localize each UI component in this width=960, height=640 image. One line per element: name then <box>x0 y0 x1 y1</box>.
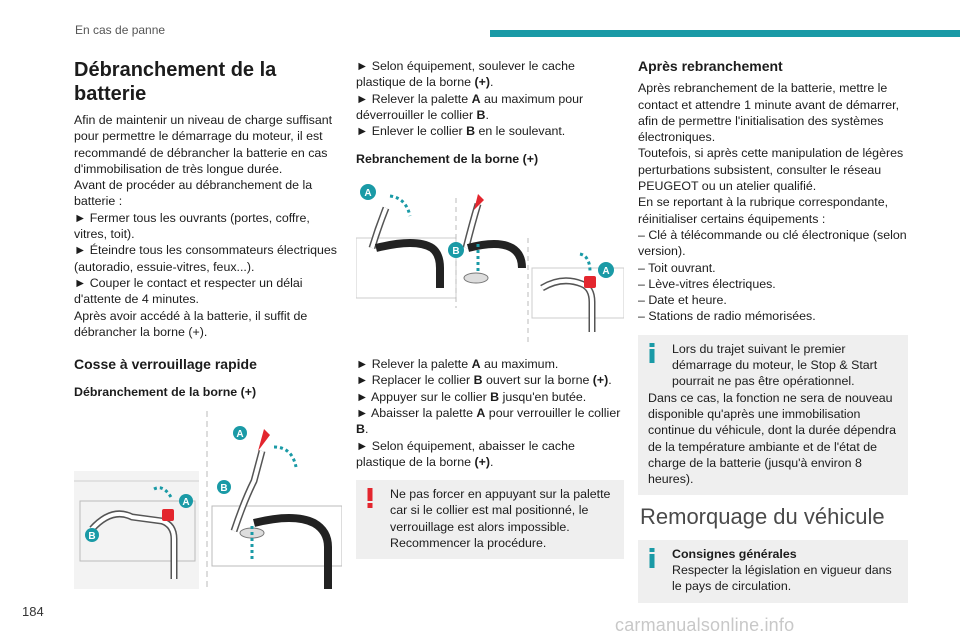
warning-exclamation-icon <box>366 488 374 508</box>
info-icon <box>648 548 656 568</box>
label-a: A <box>602 265 610 277</box>
step-item: ► Relever la palette A au maximum pour déverrouiller le collier B. <box>356 91 584 122</box>
step-item: ► Selon équipement, abaisser le cache plastique de la borne (+). <box>356 438 575 469</box>
intro-paragraph: Après avoir accédé à la batterie, il suffit de débrancher la borne (+). <box>74 308 308 339</box>
label-b: B <box>220 482 228 494</box>
subsection-title: Débranchement de la borne (+) <box>74 385 257 400</box>
intro-paragraph: Avant de procéder au débranchement de la batterie : <box>74 178 313 209</box>
intro-paragraph: Afin de maintenir un niveau de charge suffisant pour permettre le démarrage du moteur, il est recommandé de débrancher la batterie en cas d'immobilisation de très longue durée. <box>74 113 333 176</box>
info-text: Lors du trajet suivant le premier démarrage du moteur, le Stop & Start pourrait ne pas être opérationnel. <box>672 341 878 389</box>
page-number: 184 <box>22 604 44 619</box>
column-1 <box>74 58 342 601</box>
disconnect-figure <box>74 411 342 593</box>
note-title: Consignes générales <box>672 546 797 561</box>
label-b: B <box>88 530 96 542</box>
step-item: ► Couper le contact et respecter un délai d'attente de 4 minutes. <box>74 275 303 307</box>
list-item: – Lève-vitres électriques. <box>638 276 776 291</box>
label-b: B <box>452 245 460 257</box>
list-item: – Date et heure. <box>638 293 727 308</box>
list-item: – Clé à télécommande ou clé électronique (selon version). <box>638 227 907 259</box>
column-2 <box>356 58 624 559</box>
section-title: Après rebranchement <box>638 58 783 74</box>
step-item: ► Fermer tous les ouvrants (portes, coffre, vitres, toit). <box>74 210 310 242</box>
paragraph: Après rebranchement de la batterie, mettre le contact et attendre 1 minute avant de démarrer, afin de permettre l'initialisation des systèmes électroniques. <box>638 81 900 145</box>
section-title: Cosse à verrouillage rapide <box>74 356 257 373</box>
battery-clamp-illustration <box>356 178 624 344</box>
label-a: A <box>182 496 190 508</box>
step-item: ► Replacer le collier B ouvert sur la borne (+). <box>356 373 612 388</box>
step-item: ► Relever la palette A au maximum. <box>356 357 559 372</box>
chapter-title: Remorquage du véhicule <box>640 504 885 530</box>
step-item: ► Abaisser la palette A pour verrouiller le collier B. <box>356 405 621 437</box>
info-icon <box>648 343 656 363</box>
info-note <box>638 540 908 603</box>
watermark: carmanualsonline.info <box>615 615 795 635</box>
section-header: En cas de panne <box>75 23 166 37</box>
step-item: ► Appuyer sur le collier B jusqu'en butée. <box>356 389 587 404</box>
step-item: ► Selon équipement, soulever le cache plastique de la borne (+). <box>356 59 575 90</box>
label-a: A <box>364 187 372 199</box>
list-item: – Stations de radio mémorisées. <box>638 309 816 324</box>
column-3 <box>638 58 908 603</box>
warning-note <box>356 480 624 559</box>
info-note <box>638 335 908 496</box>
label-a: A <box>236 428 244 440</box>
paragraph: En se reportant à la rubrique correspondante, réinitialiser certains équipements : <box>638 195 889 226</box>
page-title: Débranchement de la batterie <box>74 59 277 105</box>
header-accent-bar <box>490 30 960 37</box>
note-text: Respecter la législation en vigueur dans le pays de circulation. <box>672 563 892 594</box>
info-text: Dans ce cas, la fonction ne sera de nouveau disponible qu'après une immobilisation continue du véhicule, dont la durée dépendra de la température ambiante et de l'état de charge de la batterie (jusqu'à environ 8 heures). <box>648 390 897 487</box>
list-item: – Toit ouvrant. <box>638 260 716 275</box>
subsection-title: Rebranchement de la borne (+) <box>356 152 539 167</box>
reconnect-figure <box>356 178 624 348</box>
step-item: ► Éteindre tous les consommateurs électriques (autoradio, essuie-vitres, feux...). <box>74 243 337 274</box>
battery-clamp-illustration <box>74 411 342 589</box>
step-item: ► Enlever le collier B en le soulevant. <box>356 124 566 139</box>
paragraph: Toutefois, si après cette manipulation de légères perturbations subsistent, consulter le réseau PEUGEOT ou un atelier qualifié. <box>638 146 904 194</box>
warning-text: Ne pas forcer en appuyant sur la palette car si le collier est mal positionné, le verrouillage est alors impossible. Recommencer la procédure. <box>390 487 611 551</box>
